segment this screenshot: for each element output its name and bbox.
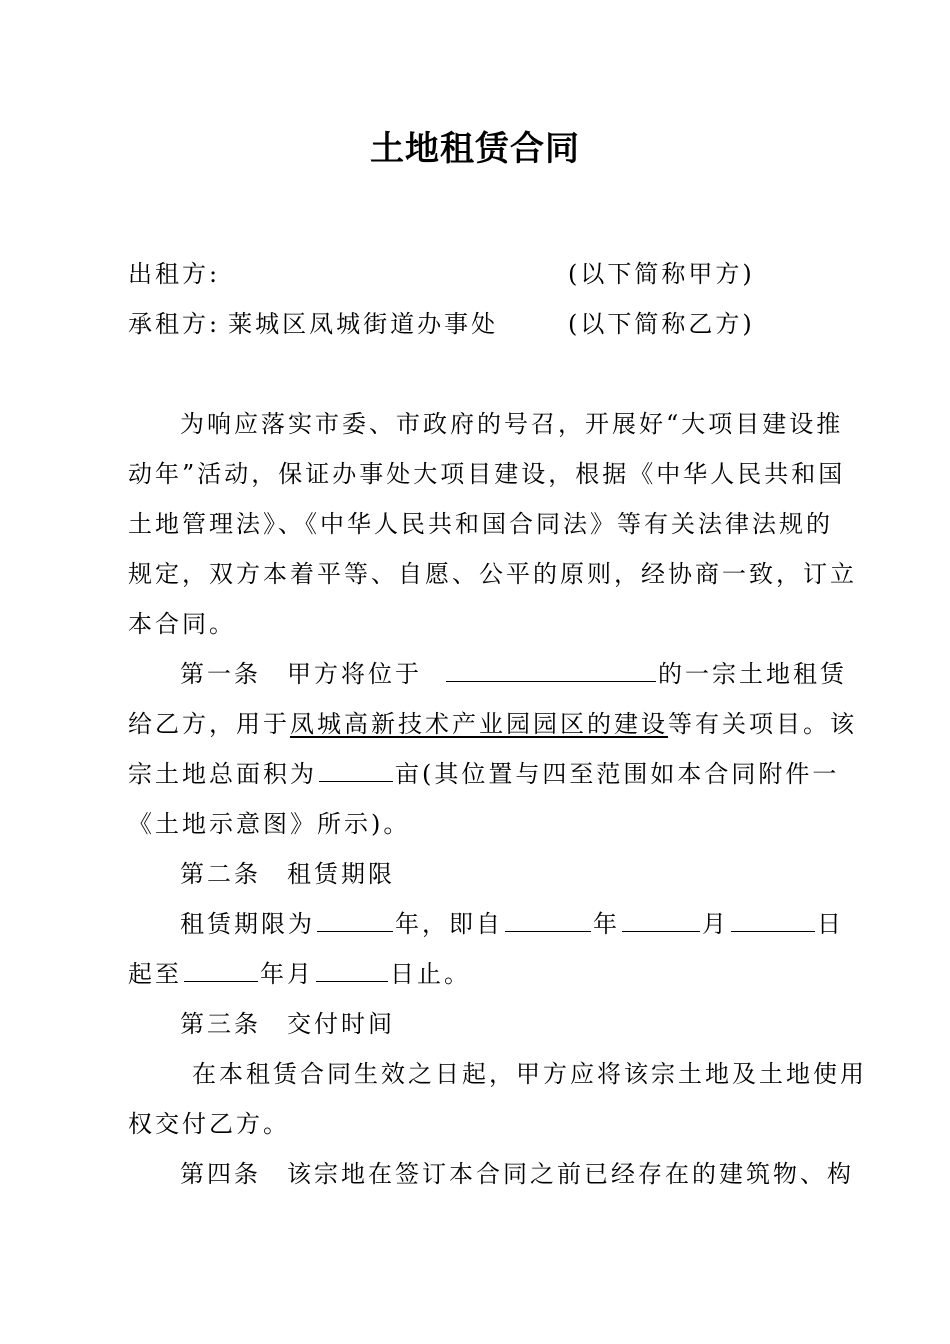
article1-text: 宗土地总面积为 <box>128 760 317 788</box>
article1-heading: 第一条 <box>180 660 261 688</box>
start-day-blank <box>731 907 815 932</box>
article2-text: 起至 <box>128 960 182 988</box>
end-year-blank <box>184 957 258 982</box>
article4-line-1 <box>180 1156 854 1192</box>
article1-text: 的一宗土地租赁 <box>658 660 847 688</box>
article1-line-4: 《土地示意图》所示)。 <box>128 810 411 838</box>
article4-heading: 第四条 <box>180 1160 261 1188</box>
article1-line-3 <box>128 756 839 792</box>
preamble-line-1: 为响应落实市委、市政府的号召，开展好“大项目建设推 <box>180 410 844 438</box>
article3-line-1: 在本租赁合同生效之日起，甲方应将该宗土地及土地使用 <box>192 1060 867 1088</box>
start-month-blank <box>622 907 700 932</box>
article3-line-2: 权交付乙方。 <box>128 1110 290 1138</box>
location-blank <box>446 657 656 682</box>
lessee-name: 莱城区凤城街道办事处 <box>228 310 499 338</box>
article2-text: 年月 <box>260 960 314 988</box>
article2-text: 日 <box>817 910 844 938</box>
article2-text: 年 <box>593 910 620 938</box>
lessor-label: 出租方: <box>128 260 221 288</box>
article3-heading: 第三条 <box>180 1010 261 1038</box>
article2-heading: 第二条 <box>180 860 261 888</box>
article1-text: 亩(其位置与四至范围如本合同附件一 <box>395 760 840 788</box>
area-blank <box>319 757 393 782</box>
article2-title-line <box>180 856 395 892</box>
article2-text: 日止。 <box>390 960 471 988</box>
article1-text: 给乙方，用于 <box>128 710 290 738</box>
article2-line-2 <box>128 956 471 992</box>
article2-title: 租赁期限 <box>287 860 395 888</box>
preamble-line-5: 本合同。 <box>128 610 236 638</box>
preamble-line-3: 土地管理法》、《中华人民共和国合同法》等有关法律法规的 <box>128 510 833 538</box>
article1-line-1 <box>180 656 847 692</box>
preamble-line-4: 规定，双方本着平等、自愿、公平的原则，经协商一致，订立 <box>128 560 857 588</box>
lessor-note: (以下简称甲方) <box>568 260 755 288</box>
preamble-line-2: 动年”活动，保证办事处大项目建设，根据《中华人民共和国 <box>128 460 846 488</box>
lessee-line <box>128 306 498 342</box>
article4-text: 该宗地在签订本合同之前已经存在的建筑物、构 <box>287 1160 854 1188</box>
document-title: 土地租赁合同 <box>370 129 580 169</box>
article3-title-line <box>180 1006 395 1042</box>
lessee-label: 承租方: <box>128 310 221 338</box>
article1-line-2 <box>128 706 857 742</box>
article1-text: 等有关项目。该 <box>668 710 857 738</box>
article2-text: 月 <box>702 910 729 938</box>
start-year-blank <box>505 907 591 932</box>
article2-text: 租赁期限为 <box>180 910 315 938</box>
article1-text: 甲方将位于 <box>287 660 422 688</box>
article3-title: 交付时间 <box>287 1010 395 1038</box>
lessee-note: (以下简称乙方) <box>568 310 755 338</box>
article2-line-1 <box>180 906 844 942</box>
article2-text: 年，即自 <box>395 910 503 938</box>
project-purpose: 凤城高新技术产业园园区的建设 <box>290 710 668 738</box>
end-day-blank <box>316 957 388 982</box>
term-years-blank <box>317 907 393 932</box>
